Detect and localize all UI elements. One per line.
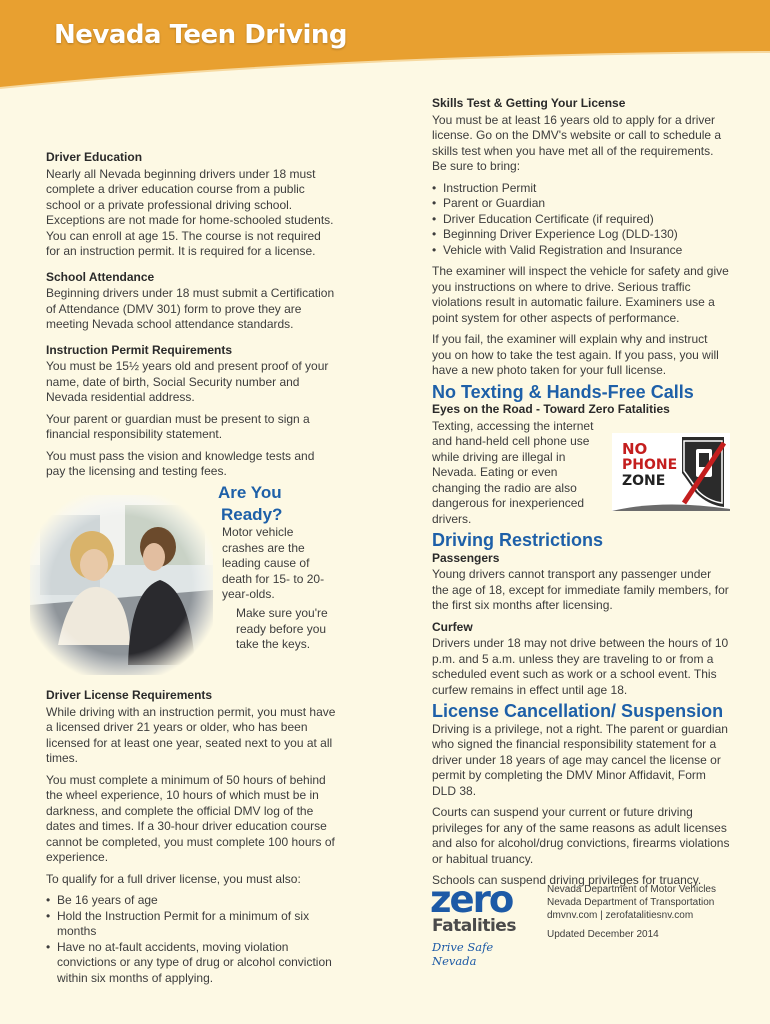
contact-info (547, 883, 716, 941)
skills-test-p1: You must be at least 16 years old to apply for a driver license. Go on the DMV's website or call to schedule a skills test when you have met all of the requirements. Be sure to bring: (432, 112, 722, 173)
list-item: • Driver Education Certificate (if required) (443, 212, 730, 228)
list-item: • Hold the Instruction Permit for a minimum of six months (57, 909, 338, 940)
skills-test-p2: The examiner will inspect the vehicle for safety and give you instructions on where to drive. Serious traffic violations result in automatic failure. Examiners use a point system for other aspects of performance. (432, 264, 729, 325)
license-cancellation-p1: Driving is a privilege, not a right. The parent or guardian who signed the financial responsibility statement for a driver under 18 years of age may cancel the license or permit by completing the DMV Minor Affidavit, Form DLD 38. (432, 721, 728, 798)
no-texting-subheading: Eyes on the Road - Toward Zero Fatalities (432, 402, 670, 416)
contact-ndot: Nevada Department of Transportation (547, 897, 715, 908)
list-item: • Have no at-fault accidents, moving violation convictions or any type of drug or alcohol conviction within six months of applying. (57, 940, 338, 987)
license-requirements-p2: You must complete a minimum of 50 hours of behind the wheel experience, 10 hours of which must be in darkness, and complete the official DMV log of the dates and times. If a 30-hour driver education course cannot be completed, you must complete 100 hours of experience. (46, 772, 335, 864)
logo-fatalities: Fatalities (432, 916, 516, 936)
no-texting-heading: No Texting & Hands-Free Calls (432, 381, 694, 402)
logo-zero: zero (430, 878, 513, 921)
driver-education-heading: Driver Education (46, 150, 143, 164)
skills-test-heading: Skills Test & Getting Your License (432, 96, 626, 110)
header-curve (0, 0, 770, 100)
curfew-text: Drivers under 18 may not drive between the hours of 10 p.m. and 5 a.m. unless they are traveling to or from a scheduled event such as work or a school event. This curfew remains in effect until age 18. (432, 636, 729, 697)
license-cancellation-heading: License Cancellation/ Suspension (432, 701, 724, 721)
no-phone-zone-text: NO PHONE ZONE (622, 440, 678, 489)
left-column-top (46, 150, 336, 486)
are-you-ready-title: Are You Ready? (218, 483, 283, 524)
driver-education-text: Nearly all Nevada beginning drivers under 18 must complete a driver education course from a public school or a private professional driving school. Exceptions are not made for home-schooled students. You can enroll at age 15. The course is not required for an instruction permit. It is required for a license. (46, 166, 334, 258)
page-title: Nevada Teen Driving (54, 20, 348, 50)
school-attendance-text: Beginning drivers under 18 must submit a Certification of Attendance (DMV 301) form to prove they are meeting Nevada school attendance standards. (46, 286, 335, 331)
teen-with-parent-photo (30, 495, 213, 675)
logo-tagline: Drive Safe Nevada (432, 940, 494, 968)
license-cancellation-p2: Courts can suspend your current or future driving privileges for any of the same reasons as adult licenses and also for alcohol/drug convictions, firearms violations or habitual truancy. (432, 805, 730, 866)
license-requirements-p1: While driving with an instruction permit, you must have a licensed driver 21 years or older, who has been licensed for at least one year, seated next to you at all times. (46, 704, 336, 765)
updated-date: Updated December 2014 (547, 929, 659, 940)
list-item: • Be 16 years of age (57, 893, 338, 909)
permit-requirements-heading: Instruction Permit Requirements (46, 342, 233, 357)
permit-requirements-p1: You must be 15½ years old and present proof of your name, date of birth, Social Security number and Nevada residential address. (46, 359, 329, 404)
license-cancellation-p3: Schools can suspend driving privileges for truancy. (432, 873, 702, 887)
list-item: • Vehicle with Valid Registration and Insurance (443, 243, 730, 259)
contact-dmv: Nevada Department of Motor Vehicles (547, 884, 716, 895)
skills-test-p3: If you fail, the examiner will explain why and instruct you on how to take the test again. If you pass, you will have a new photo taken for your full license. (432, 332, 719, 377)
skills-test-list (432, 181, 730, 259)
driving-restrictions-heading: Driving Restrictions (432, 530, 604, 550)
permit-requirements-p3: You must pass the vision and knowledge tests and pay the licensing and testing fees. (46, 448, 315, 478)
passengers-text: Young drivers cannot transport any passenger under the age of 18, except for immediate family members, for the first six months after licensing. (432, 567, 729, 612)
list-item: • Beginning Driver Experience Log (DLD-130) (443, 227, 730, 243)
permit-requirements-p2: Your parent or guardian must be present to sign a financial responsibility statement. (46, 411, 310, 441)
list-item: • Instruction Permit (443, 181, 730, 197)
school-attendance-heading: School Attendance (46, 269, 155, 284)
license-requirements-list (46, 893, 338, 986)
curfew-heading: Curfew (432, 619, 473, 634)
license-requirements-heading: Driver License Requirements (46, 688, 213, 702)
list-item: • Parent or Guardian (443, 196, 730, 212)
passengers-heading: Passengers (432, 550, 500, 565)
contact-websites: dmvnv.com | zerofatalitiesnv.com (547, 910, 694, 921)
left-column-bottom (46, 688, 338, 992)
no-texting-text: Texting, accessing the internet and hand-held cell phone use while driving are illegal in Nevada. Eating or even changing the radio are also dangerous for inexperienced drivers. (432, 418, 594, 526)
ready-text-keys: Make sure you're ready before you take the keys. (236, 606, 328, 651)
zero-fatalities-logo (430, 878, 535, 968)
license-requirements-p3: To qualify for a full driver license, you must also: (46, 871, 301, 886)
ready-text-crashes: Motor vehicle crashes are the leading cause of death for 15- to 20-year-olds. (222, 525, 325, 601)
